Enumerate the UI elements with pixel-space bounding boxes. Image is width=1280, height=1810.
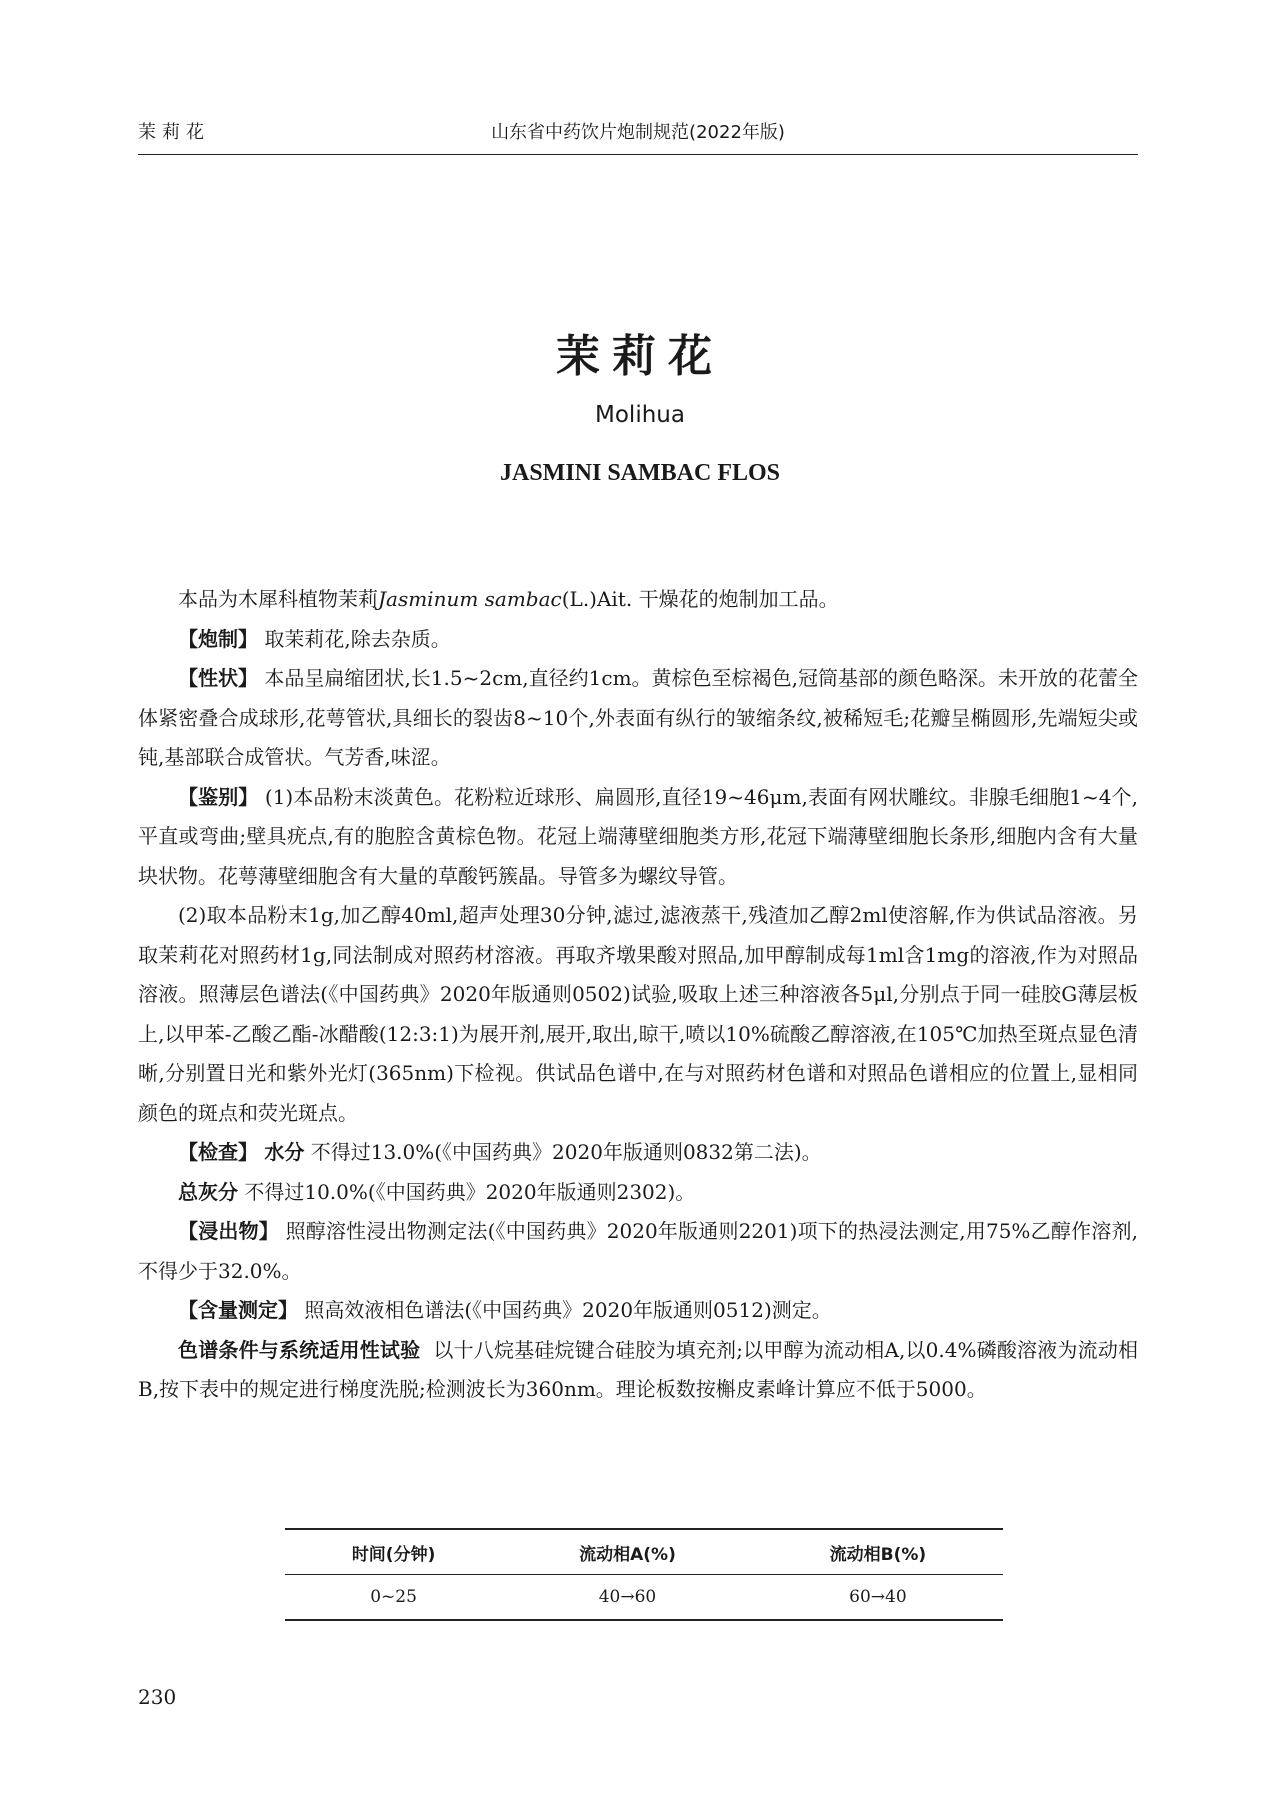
ash-label: 总灰分 <box>178 1179 238 1204</box>
conditions-label: 色谱条件与系统适用性试验 <box>178 1337 421 1362</box>
section-label: 【含量测定】 <box>178 1298 298 1322</box>
intro-before: 本品为木犀科植物茉莉 <box>178 587 378 611</box>
running-header <box>138 114 1138 155</box>
ash-text: 不得过10.0%(《中国药典》2020年版通则2302)。 <box>244 1179 696 1204</box>
section-jianbie-2 <box>138 896 1138 1133</box>
section-jianbie-1 <box>138 778 1138 897</box>
section-label: 【鉴别】 <box>178 784 259 809</box>
table-header-row <box>285 1529 1003 1575</box>
intro-paragraph <box>138 580 1138 620</box>
section-conditions <box>138 1331 1138 1410</box>
cell-time: 0~25 <box>285 1575 502 1621</box>
section-paozhi <box>138 620 1138 660</box>
header-book-title: 山东省中药饮片炮制规范(2022年版) <box>491 122 785 143</box>
section-xingzhuang <box>138 659 1138 778</box>
conditions-text: 以十八烷基硅烷键合硅胶为填充剂;以甲醇为流动相A,以0.4%磷酸溶液为流动相B,按下表中的规定进行梯度洗脱;检测波长为360nm。理论板数按槲皮素峰计算应不低于5000。 <box>138 1337 1139 1401</box>
table-row <box>285 1575 1003 1621</box>
monograph-title: 茉莉花 <box>556 331 724 382</box>
water-label: 水分 <box>264 1140 305 1164</box>
water-text: 不得过13.0%(《中国药典》2020年版通则0832第二法)。 <box>310 1140 822 1164</box>
header-entry-name: 茉莉花 <box>138 122 210 143</box>
section-label: 【检查】 <box>178 1140 258 1164</box>
section-text: (2)取本品粉末1g,加乙醇40ml,超声处理30分钟,滤过,滤液蒸干,残渣加乙醇2ml使溶解,作为供试品溶液。另取茉莉花对照药材1g,同法制成对照药材溶液。再取齐墩果酸对照品,加甲醇制成每1ml含1mg的溶液,作为对照品溶液。照薄层色谱法(《中国药典》2020年版通则0502)试验,吸取上述三种溶液各5μl,分别点于同一硅胶G薄层板上,以甲苯-乙酸乙酯-冰醋酸(12:3:1)为展开剂,展开,取出,晾干,喷以10%硫酸乙醇溶液,在105℃加热至斑点显色清晰,分别置日光和紫外光灯(365nm)下检视。供试品色谱中,在与对照药材色谱和对照品色谱相应的位置上,显相同颜色的斑点和荧光斑点。 <box>138 903 1138 1125</box>
section-text: 取茉莉花,除去杂质。 <box>264 626 451 651</box>
section-hanliang <box>138 1291 1138 1331</box>
section-label: 【浸出物】 <box>178 1219 280 1243</box>
pinyin-name: Molihua <box>595 402 685 428</box>
col-header-time: 时间(分钟) <box>285 1529 502 1575</box>
section-jiancha <box>138 1133 1138 1173</box>
cell-phase-b: 60→40 <box>753 1575 1003 1621</box>
scientific-name: Jasminum sambac <box>378 587 562 611</box>
gradient-table <box>285 1528 1003 1621</box>
section-jinchuwu <box>138 1212 1138 1291</box>
monograph-body <box>138 580 1138 1410</box>
section-text: 照醇溶性浸出物测定法(《中国药典》2020年版通则2201)项下的热浸法测定,用75%乙醇作溶剂,不得少于32.0%。 <box>138 1219 1139 1283</box>
col-header-phase-a: 流动相A(%) <box>502 1529 753 1575</box>
col-header-phase-b: 流动相B(%) <box>753 1529 1003 1575</box>
section-ash <box>138 1173 1138 1213</box>
latin-name: JASMINI SAMBAC FLOS <box>499 460 781 486</box>
section-label: 【性状】 <box>178 666 259 690</box>
section-text: 本品呈扁缩团状,长1.5~2cm,直径约1cm。黄棕色至棕褐色,冠筒基部的颜色略深。未开放的花蕾全体紧密叠合成球形,花萼管状,具细长的裂齿8~10个,外表面有纵行的皱缩条纹,被稀短毛;花瓣呈椭圆形,先端短尖或钝,基部联合成管状。气芳香,味涩。 <box>138 666 1139 769</box>
intro-after: (L.)Ait. 干燥花的炮制加工品。 <box>561 587 839 611</box>
section-text: (1)本品粉末淡黄色。花粉粒近球形、扁圆形,直径19~46μm,表面有网状雕纹。非腺毛细胞1~4个,平直或弯曲;壁具疣点,有的胞腔含黄棕色物。花冠上端薄壁细胞类方形,花冠下端薄壁细胞长条形,细胞内含有大量块状物。花萼薄壁细胞含有大量的草酸钙簇晶。导管多为螺纹导管。 <box>138 784 1139 888</box>
section-text: 照高效液相色谱法(《中国药典》2020年版通则0512)测定。 <box>304 1298 832 1322</box>
gradient-table-wrap <box>285 1528 1003 1621</box>
page-number: 230 <box>138 1685 177 1709</box>
section-label: 【炮制】 <box>178 626 258 651</box>
cell-phase-a: 40→60 <box>502 1575 753 1621</box>
